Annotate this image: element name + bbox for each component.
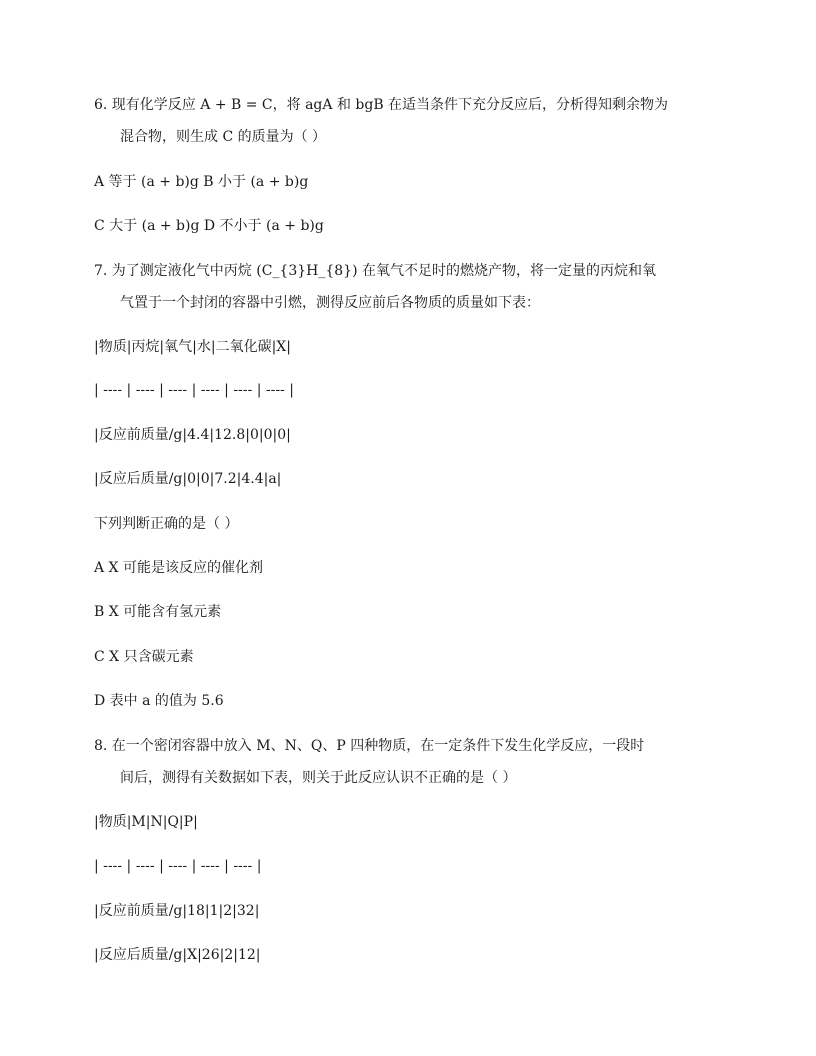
q6-options-ab: A 等于 (a + b)g B 小于 (a + b)g [94,174,309,190]
q7-prompt: 下列判断正确的是（ ） [94,516,239,532]
q7-option-c: C X 只含碳元素 [94,649,194,665]
q7-table-separator: | ---- | ---- | ---- | ---- | ---- | ---- | [94,382,294,398]
q8-table-row-after: |反应后质量/g|X|26|2|12| [94,947,261,963]
q6-stem: 6. 现有化学反应 A + B = C，将 agA 和 bgB 在适当条件下充分反应后，分析得知剩余物为 [94,97,669,113]
q7-table-row-after: |反应后质量/g|0|0|7.2|4.4|a| [94,471,282,487]
q8-table-header: |物质|M|N|Q|P| [94,814,198,830]
q8-table-row-before: |反应前质量/g|18|1|2|32| [94,903,260,919]
q7-stem-continued: 气置于一个封闭的容器中引燃，测得反应前后各物质的质量如下表： [120,295,540,311]
q6-stem-continued: 混合物，则生成 C 的质量为（ ） [120,129,327,145]
q6-options-cd: C 大于 (a + b)g D 不小于 (a + b)g [94,218,324,234]
q8-stem: 8. 在一个密闭容器中放入 M、N、Q、P 四种物质，在一定条件下发生化学反应，一段时 [94,738,645,754]
q7-option-d: D 表中 a 的值为 5.6 [94,693,224,709]
q8-table-separator: | ---- | ---- | ---- | ---- | ---- | [94,858,262,874]
q7-option-b: B X 可能含有氢元素 [94,604,222,620]
q7-table-row-before: |反应前质量/g|4.4|12.8|0|0|0| [94,427,291,443]
q7-option-a: A X 可能是该反应的催化剂 [94,560,263,576]
q7-stem: 7. 为了测定液化气中丙烷 (C_{3}H_{8}) 在氧气不足时的燃烧产物，将一定量的丙烷和氧 [94,263,656,279]
q8-stem-continued: 间后，测得有关数据如下表，则关于此反应认识不正确的是（ ） [120,770,517,786]
q7-table-header: |物质|丙烷|氧气|水|二氧化碳|X| [94,339,291,355]
